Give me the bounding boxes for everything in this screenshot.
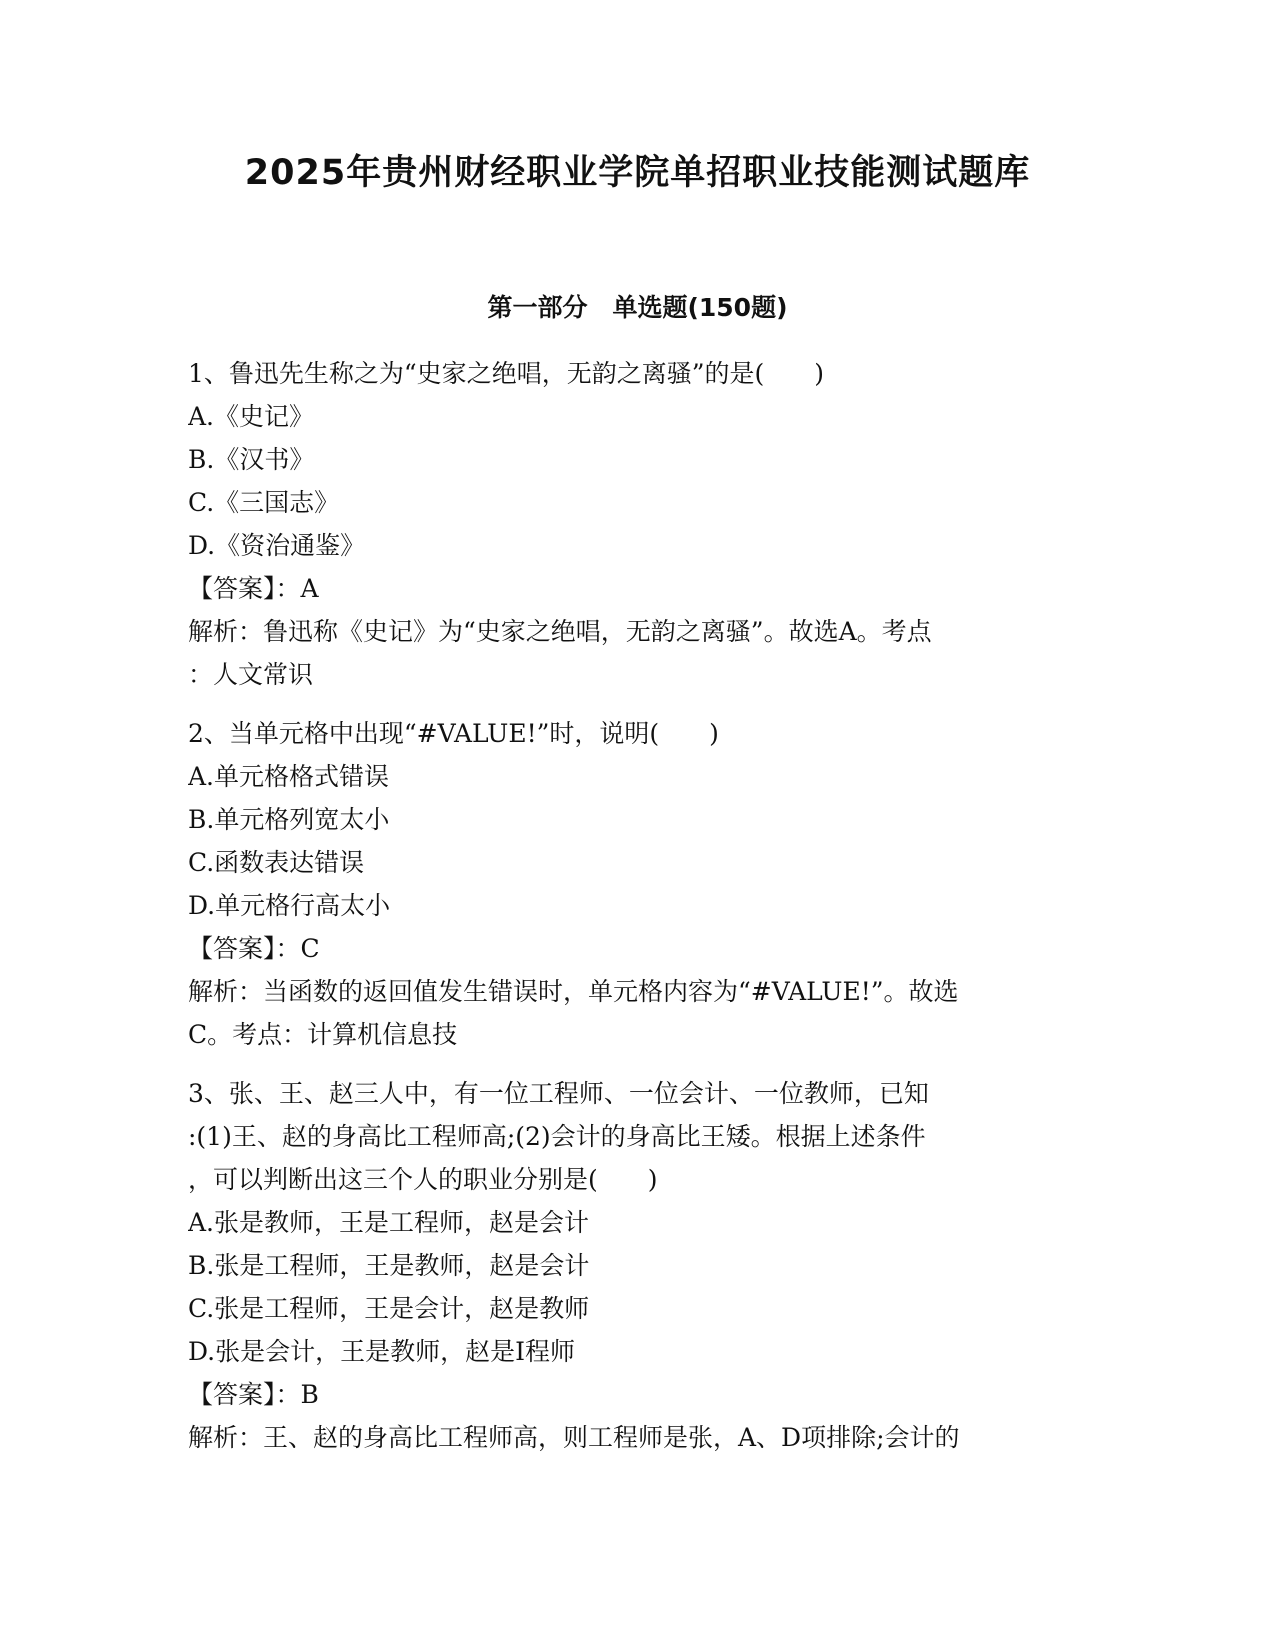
- question-block: [188, 1072, 1088, 1459]
- option-c: C.张是工程师，王是会计，赵是教师: [188, 1294, 590, 1323]
- option-b: B.《汉书》: [188, 445, 315, 474]
- explanation-line: ：人文常识: [188, 660, 314, 689]
- question-list: [188, 352, 1088, 1459]
- option-a: A.《史记》: [188, 402, 315, 431]
- option-d: D.张是会计，王是教师，赵是I程师: [188, 1337, 575, 1366]
- answer-line: 【答案】：C: [188, 934, 320, 963]
- option-b: B.张是工程师，王是教师，赵是会计: [188, 1251, 590, 1280]
- question-spacer: [188, 1056, 1088, 1072]
- option-c: C.函数表达错误: [188, 848, 365, 877]
- explanation-line: 解析：鲁迅称《史记》为“史家之绝唱，无韵之离骚”。故选A。考点: [188, 617, 932, 646]
- answer-line: 【答案】：A: [188, 574, 319, 603]
- option-a: A.张是教师，王是工程师，赵是会计: [188, 1208, 590, 1237]
- question-stem: ，可以判断出这三个人的职业分别是( ): [188, 1165, 658, 1194]
- option-d: D.单元格行高太小: [188, 891, 391, 920]
- question-stem: 1、鲁迅先生称之为“史家之绝唱，无韵之离骚”的是( ): [188, 359, 824, 388]
- section-heading: 第一部分 单选题(150题): [487, 293, 788, 322]
- option-d: D.《资治通鉴》: [188, 531, 366, 560]
- question-block: [188, 352, 1088, 696]
- question-block: [188, 712, 1088, 1056]
- answer-line: 【答案】：B: [188, 1380, 319, 1409]
- document-title: 2025年贵州财经职业学院单招职业技能测试题库: [244, 153, 1031, 193]
- question-stem: :(1)王、赵的身高比工程师高;(2)会计的身高比王矮。根据上述条件: [188, 1122, 926, 1151]
- option-b: B.单元格列宽太小: [188, 805, 390, 834]
- explanation-line: 解析：王、赵的身高比工程师高，则工程师是张，A、D项排除;会计的: [188, 1423, 960, 1452]
- question-stem: 2、当单元格中出现“#VALUE!”时，说明( ): [188, 719, 719, 748]
- explanation-line: C。考点：计算机信息技: [188, 1020, 458, 1049]
- question-spacer: [188, 696, 1088, 712]
- question-stem: 3、张、王、赵三人中，有一位工程师、一位会计、一位教师，已知: [188, 1079, 929, 1108]
- explanation-line: 解析：当函数的返回值发生错误时，单元格内容为“#VALUE!”。故选: [188, 977, 959, 1006]
- option-a: A.单元格格式错误: [188, 762, 390, 791]
- option-c: C.《三国志》: [188, 488, 340, 517]
